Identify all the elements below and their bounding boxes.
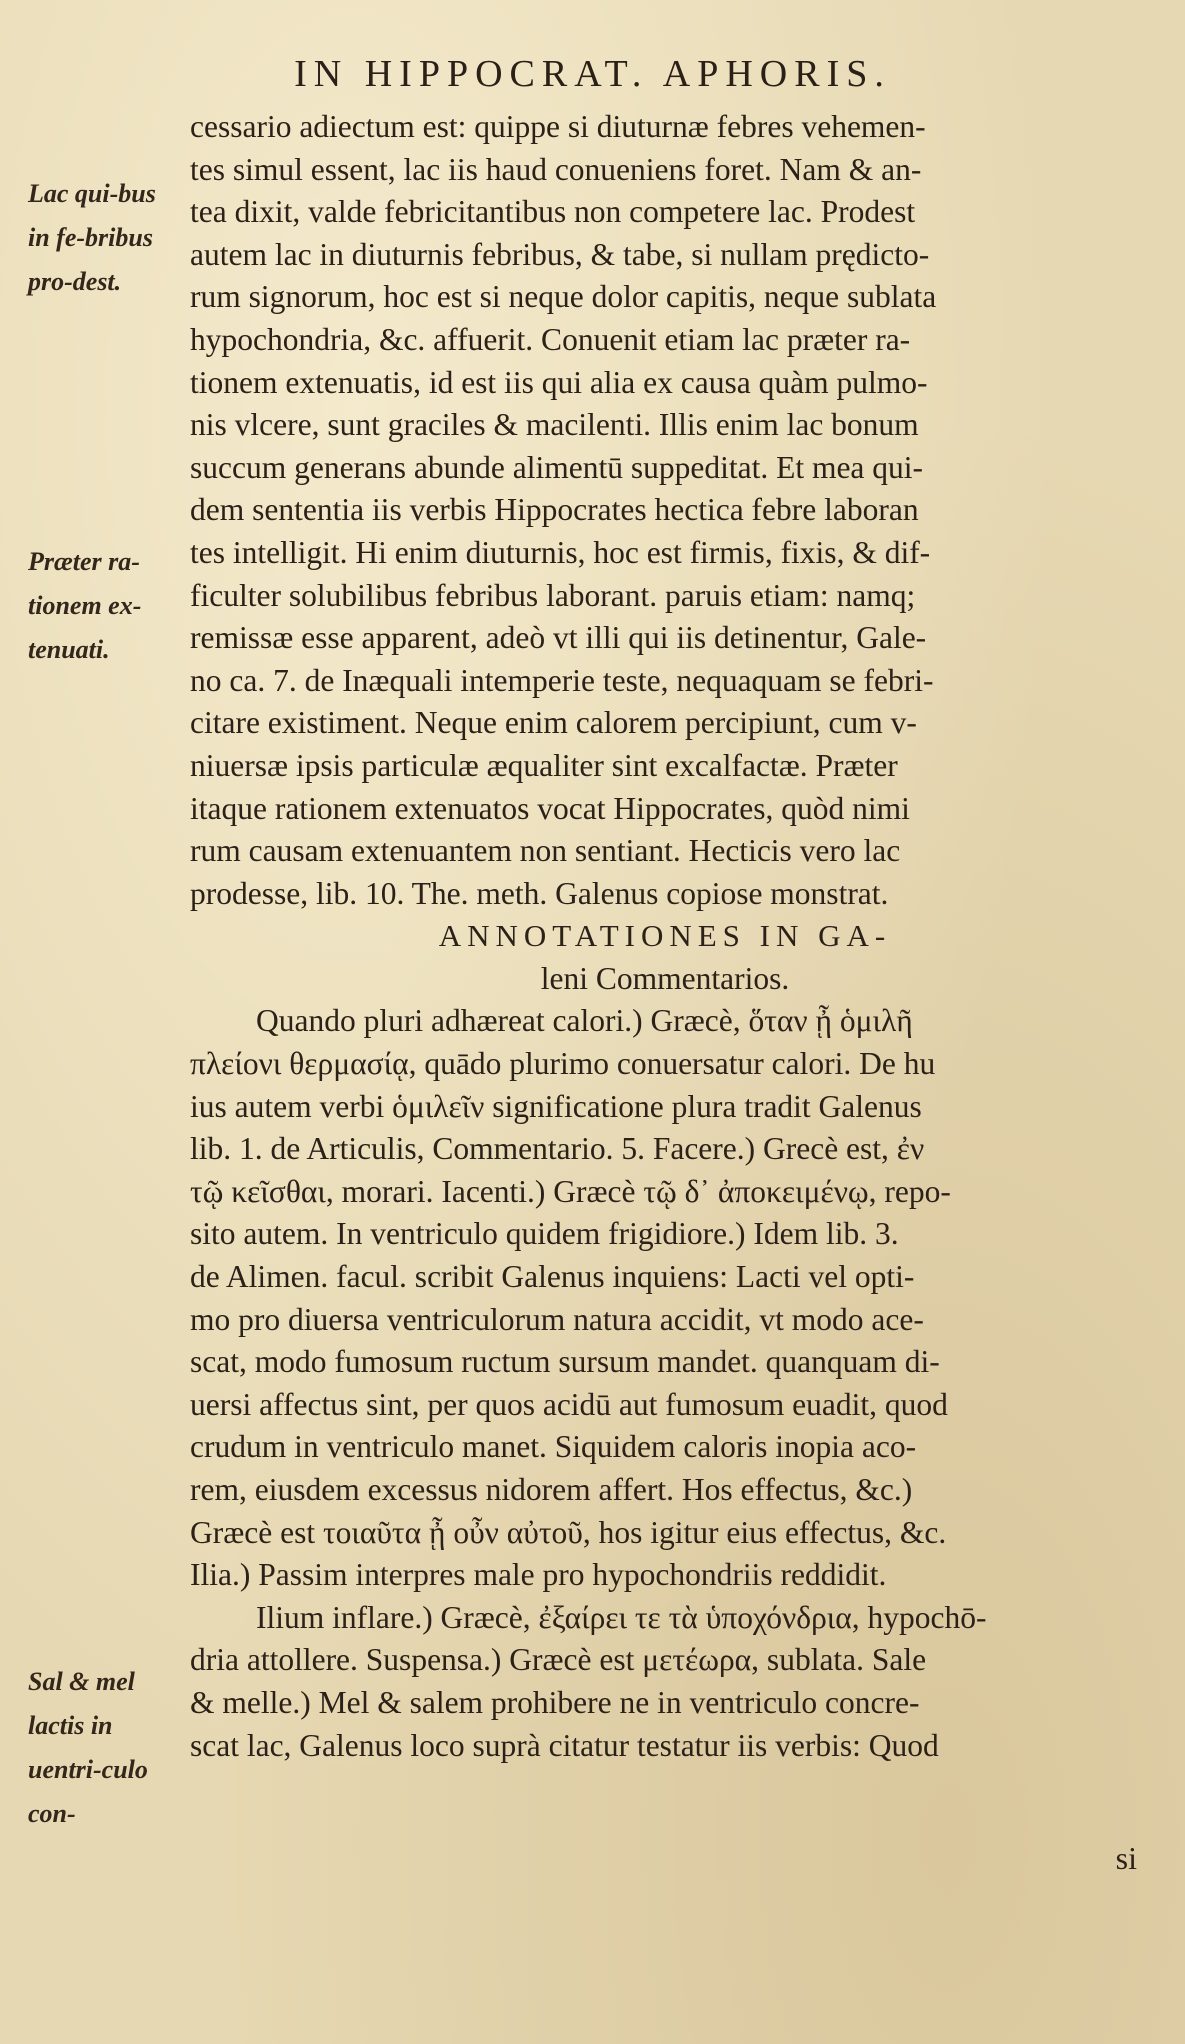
annotation-line: Ilia.) Passim interpres male pro hypochondriis reddidit. <box>190 1557 887 1593</box>
text-line: tes simul essent, lac iis haud conueniens foret. Nam & an- <box>190 151 922 187</box>
margin-note-lac: Lac qui-bus in fe-bribus pro-dest. <box>28 179 156 296</box>
annotation-line: τῷ κεῖσθαι, morari. Iacenti.) Græcè τῷ δ᾽ ἀποκειμένῳ, repo- <box>190 1173 951 1209</box>
text-line: niuersæ ipsis particulæ æqualiter sint excalfactæ. Præter <box>190 747 898 783</box>
annotation-line: scat lac, Galenus loco suprà citatur testatur iis verbis: Quod <box>190 1727 939 1763</box>
text-line: dem sententia iis verbis Hippocrates hectica febre laboran <box>190 492 919 528</box>
annotation-line: sito autem. In ventriculo quidem frigidiore.) Idem lib. 3. <box>190 1216 899 1252</box>
margin-note-praeter: Præter ra-tionem ex-tenuati. <box>28 547 142 664</box>
text-line: itaque rationem extenuatos vocat Hippocrates, quòd nimi <box>190 790 910 826</box>
text-line: tea dixit, valde febricitantibus non competere lac. Prodest <box>190 194 916 230</box>
text-line: rum signorum, hoc est si neque dolor capitis, neque sublata <box>190 279 937 315</box>
text-line: autem lac in diuturnis febribus, & tabe, si nullam prędicto- <box>190 236 930 272</box>
annotation-line: Ilium inflare.) Græcè, ἐξαίρει τε τὰ ὑποχόνδρια, hypochō- <box>256 1599 987 1635</box>
margin-note-sal: Sal & mel lactis in uentri-culo con- <box>28 1667 148 1828</box>
text-line: cessario adiectum est: quippe si diuturnæ febres vehemen- <box>190 109 926 144</box>
text-line: rum causam extenuantem non sentiant. Hecticis vero lac <box>190 833 901 869</box>
text-line: nis vlcere, sunt graciles & macilenti. Illis enim lac bonum <box>190 407 919 443</box>
annotation-line: πλείονι θερμασίᾳ, quādo plurimo conuersatur calori. De hu <box>190 1046 936 1082</box>
catchword: si <box>1115 1840 1137 1876</box>
annotation-line: Quando pluri adhæreat calori.) Græcè, ὅταν ᾖ ὁμιλῆ <box>256 1003 913 1039</box>
annotation-line: crudum in ventriculo manet. Siquidem caloris inopia aco- <box>190 1429 917 1465</box>
text-line: no ca. 7. de Inæquali intemperie teste, nequaquam se febri- <box>190 662 934 698</box>
main-text <box>190 106 1140 1767</box>
annotation-line: lib. 1. de Articulis, Commentario. 5. Facere.) Grecè est, ἐν <box>190 1131 925 1167</box>
annotation-line: & melle.) Mel & salem prohibere ne in ventriculo concre- <box>190 1684 920 1720</box>
text-line: tes intelligit. Hi enim diuturnis, hoc est firmis, fixis, & dif- <box>190 534 931 570</box>
section-heading: ANNOTATIONES IN GA- <box>438 918 892 954</box>
annotation-line: mo pro diuersa ventriculorum natura accidit, vt modo ace- <box>190 1301 924 1337</box>
text-line: prodesse, lib. 10. The. meth. Galenus copiose monstrat. <box>190 875 889 911</box>
text-line: hypochondria, &c. affuerit. Conuenit etiam lac præter ra- <box>190 321 911 357</box>
annotation-line: ius autem verbi ὁμιλεῖν significatione plura tradit Galenus <box>190 1088 922 1124</box>
annotation-line: uersi affectus sint, per quos acidū aut fumosum euadit, quod <box>190 1386 948 1422</box>
section-subheading: leni Commentarios. <box>540 960 790 996</box>
running-header: IN HIPPOCRAT. APHORIS. <box>294 53 891 95</box>
annotation-line: dria attollere. Suspensa.) Græcè est μετέωρα, sublata. Sale <box>190 1642 927 1678</box>
annotation-line: scat, modo fumosum ructum sursum mandet. quanquam di- <box>190 1344 940 1380</box>
text-line: tionem extenuatis, id est iis qui alia ex causa quàm pulmo- <box>190 364 928 400</box>
text-line: ficulter solubilibus febribus laborant. paruis etiam: namq; <box>190 577 916 613</box>
text-line: citare existiment. Neque enim calorem percipiunt, cum v- <box>190 705 917 741</box>
text-line: remissæ esse apparent, adeò vt illi qui iis detinentur, Gale- <box>190 620 927 656</box>
annotation-line: Græcè est τοιαῦτα ᾖ οὖν αὐτοῦ, hos igitur eius effectus, &c. <box>190 1514 947 1550</box>
annotation-line: rem, eiusdem excessus nidorem affert. Hos effectus, &c.) <box>190 1472 913 1507</box>
text-line: succum generans abunde alimentū suppeditat. Et mea qui- <box>190 449 924 485</box>
annotation-line: de Alimen. facul. scribit Galenus inquiens: Lacti vel opti- <box>190 1259 915 1295</box>
